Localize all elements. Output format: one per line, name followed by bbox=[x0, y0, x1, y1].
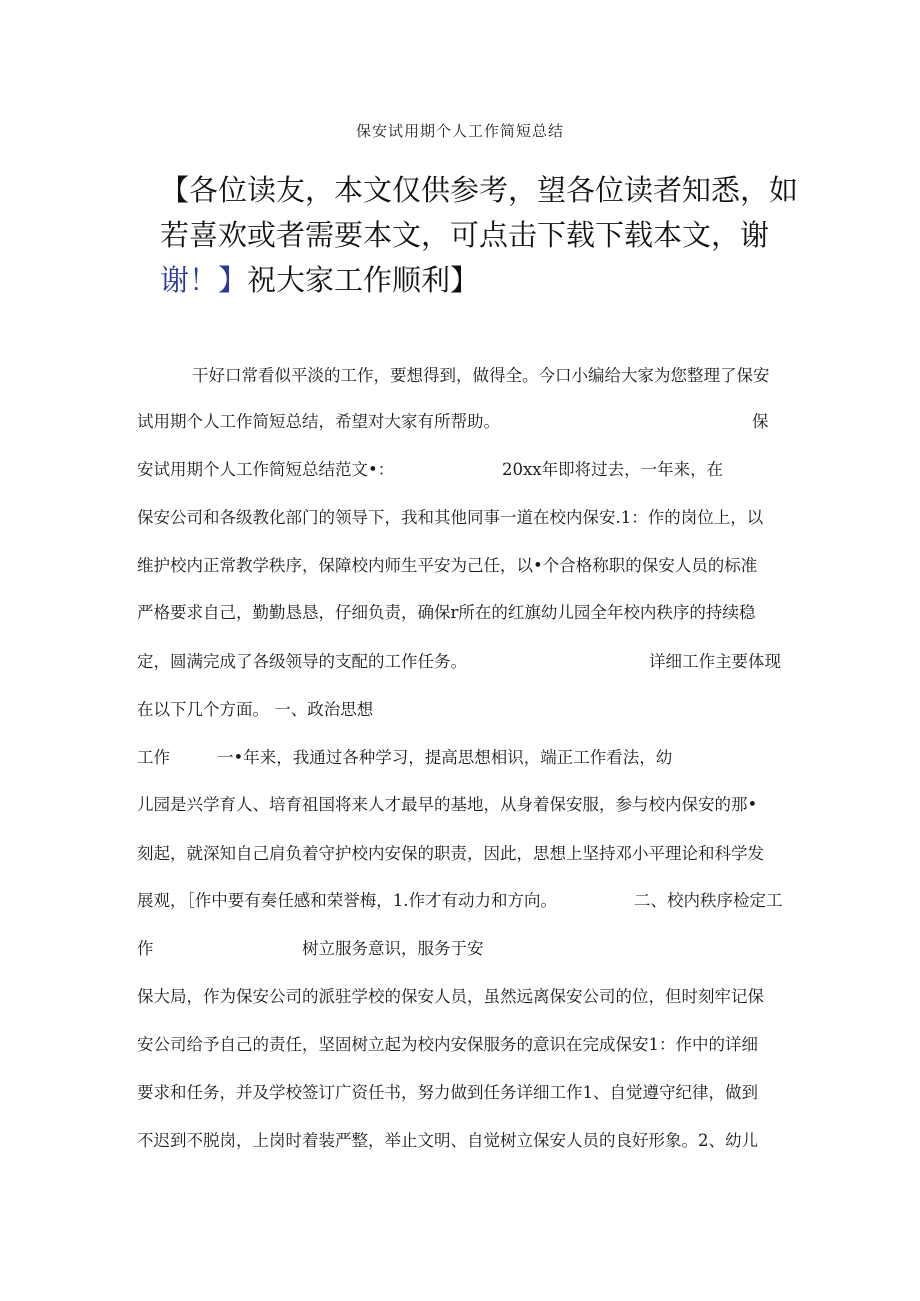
body-text: 儿园是兴学育人、培育祖国将来人才最早的基地，从身着保安服，参与校内保安的那• bbox=[137, 795, 758, 814]
body-text: 安试用期个人工作简短总结范文•： bbox=[137, 460, 395, 479]
body-text: 保安公司和各级教化部门的领导下，我和其他同事一道在校内保安.1：作的岗位上，以 bbox=[137, 508, 764, 527]
notice-thanks: 谢！】 bbox=[160, 263, 248, 297]
body-text: 严格要求自己，勤勤恳恳，仔细负责，确保r所在的红旗幼儿园全年校内秩序的持续稳 bbox=[137, 603, 756, 622]
body-text: 干好口常看似平淡的工作，要想得到，做得全。今口小编给大家为您整理了保安 bbox=[192, 366, 770, 385]
body-text: 展观，［作中要有奏任感和荣誉梅，1.作才有动力和方向。 bbox=[137, 891, 557, 910]
body-text: 不迟到不脱岗，上岗时着装严整，举止文明、自觉树立保安人员的良好形象。2、幼儿 bbox=[137, 1131, 758, 1150]
body-text: 二、校内秩序检定工 bbox=[634, 891, 783, 910]
notice-line-2: 若喜欢或者需要本文，可点击下载下载本文，谢 bbox=[160, 218, 770, 252]
body-text: 作 bbox=[137, 939, 154, 958]
body-text: 保 bbox=[752, 412, 769, 431]
body-text: 刻起，就深知自己肩负着守护校内安保的职责，因此，思想上坚持邓小平理论和科学发 bbox=[137, 844, 764, 863]
body-text: 树立服务意识，服务于安 bbox=[302, 939, 484, 958]
body-text: 详细工作主要体现 bbox=[649, 652, 781, 671]
body-text: 一•年来，我通过各种学习，提高思想相识，端正工作看法，幼 bbox=[217, 748, 673, 767]
notice-line-1: 【各位读友，本文仅供参考，望各位读者知悉，如 bbox=[160, 173, 799, 207]
notice-line-3 bbox=[160, 258, 800, 303]
body-text: 工作 bbox=[137, 748, 170, 767]
notice-wish: 祝大家工作顺利】 bbox=[247, 263, 480, 297]
body-text: 维护校内正常教学秩序，保障校内师生平安为己任，以•个合格称职的保安人员的标准 bbox=[137, 556, 758, 575]
page-title: 保安试用期个人工作简短总结 bbox=[355, 122, 564, 140]
body-text: 保大局，作为保安公司的派驻学校的保安人员，虽然远离保安公司的位，但时刻牢记保 bbox=[137, 987, 764, 1006]
reader-notice bbox=[160, 168, 800, 303]
body-text: 安公司给予自己的责任，坚固树立起为校内安保服务的意识在完成保安1：作中的详细 bbox=[137, 1035, 758, 1054]
body-text: 20xx年即将过去，一年来，在 bbox=[502, 460, 724, 479]
body-text: 试用期个人工作简短总结，希望对大家有所帮助。 bbox=[137, 412, 500, 431]
body-text: 要求和任务，并及学校签订广资任书，努力做到任务详细工作1、自觉遵守纪律，做到 bbox=[137, 1083, 758, 1102]
body-text: 在以下几个方面。 一、政治思想 bbox=[137, 700, 374, 719]
body-text: 定，圆满完成了各级领导的支配的工作任务。 bbox=[137, 652, 467, 671]
